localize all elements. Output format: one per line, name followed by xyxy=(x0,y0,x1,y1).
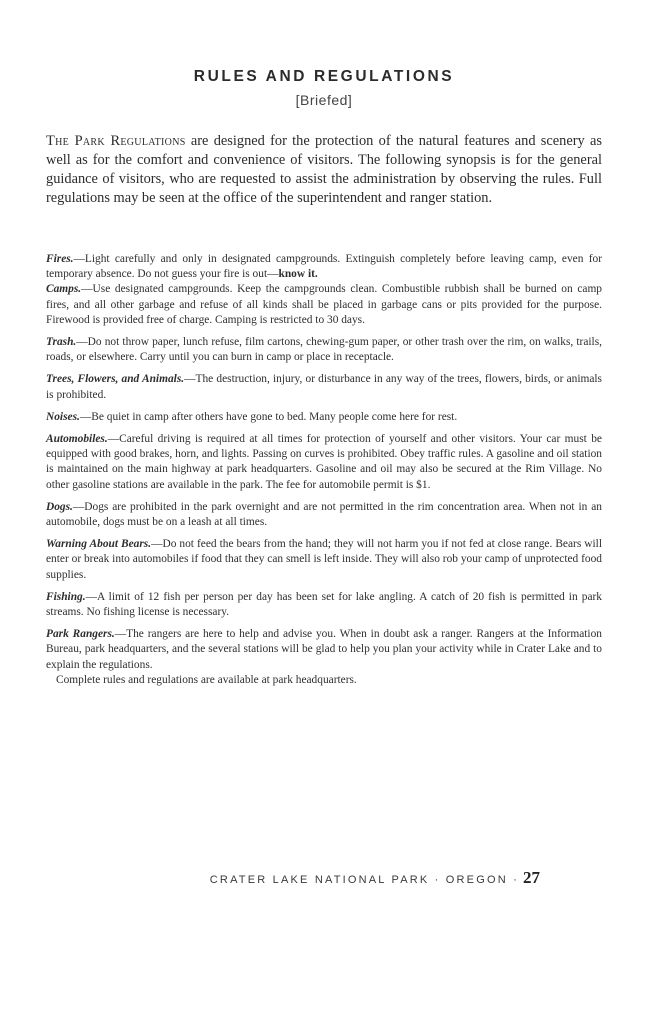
rule-heading: Park Rangers. xyxy=(46,628,115,641)
rule-noises xyxy=(46,410,602,425)
rules-list xyxy=(46,252,602,688)
rule-text: —Use designated campgrounds. Keep the campgrounds clean. Combustible rubbish shall be burned on camp fires, and all other garbage and refuse of all kinds shall be placed in garbage cans or pits provided for the purpose. Firewood is provided free of charge. Camping is restricted to 30 days. xyxy=(46,283,602,326)
closing-note: Complete rules and regulations are available at park headquarters. xyxy=(56,673,357,686)
rule-park-rangers xyxy=(46,627,602,673)
page-subtitle: [Briefed] xyxy=(295,92,353,108)
rule-text: —Dogs are prohibited in the park overnight and are not permitted in the rim concentration area. When not in an automobile, dogs must be on a leash at all times. xyxy=(46,500,602,529)
rule-heading: Dogs. xyxy=(46,500,73,513)
rule-trees-flowers-animals xyxy=(46,372,602,402)
rule-text: —Do not throw paper, lunch refuse, film cartons, chewing-gum paper, or other trash over the rim, on walks, trails, roads, or elsewhere. Carry until you can burn in camp or place in receptacle. xyxy=(46,336,602,364)
rule-trash xyxy=(46,335,602,365)
rule-automobiles xyxy=(46,432,602,493)
rule-dogs xyxy=(46,500,602,530)
rule-bears xyxy=(46,537,602,583)
rule-heading: Trash. xyxy=(46,336,77,349)
rule-text: —Careful driving is required at all times for protection of yourself and other visitors. Your car must be equipped with good brakes, horn, and lights. Passing on curves is prohibited. Obey traffic rules. A gasoline and oil station is maintained on the main highway at park headquarters. Gasoline and oil may also be secured at the Rim Village. No other gasoline stations are available in the park. The fee for automobile permit is $1. xyxy=(46,433,602,491)
intro-lead: The Park Regulations xyxy=(46,133,186,149)
rule-emphasis: know it. xyxy=(278,268,318,281)
rule-heading: Camps. xyxy=(46,283,82,296)
rule-text: —The destruction, injury, or disturbance in any way of the trees, flowers, birds, or animals is prohibited. xyxy=(46,373,602,401)
rule-heading: Trees, Flowers, and Animals. xyxy=(46,373,185,386)
rule-heading: Noises. xyxy=(46,410,80,423)
rule-text: —The rangers are here to help and advise you. When in doubt ask a ranger. Rangers at the Information Bureau, park headquarters, and the several stations will be glad to help you plan your activity while in Crater Lake and to explain the regulations. xyxy=(46,628,602,671)
intro-paragraph xyxy=(46,132,602,208)
rule-fishing xyxy=(46,590,602,620)
page-footer xyxy=(210,868,540,888)
rule-text: —Light carefully and only in designated campgrounds. Extinguish completely before leaving camp, even for temporary absence. Do not guess your fire is out— xyxy=(46,253,602,281)
footer-running-title: CRATER LAKE NATIONAL PARK · OREGON · xyxy=(209,874,519,886)
page-title: RULES AND REGULATIONS xyxy=(193,68,455,85)
rule-camps xyxy=(46,282,602,328)
rule-heading: Warning About Bears. xyxy=(46,538,152,551)
rule-heading: Fires. xyxy=(46,253,74,265)
rule-text: —Be quiet in camp after others have gone to bed. Many people come here for rest. xyxy=(79,410,458,423)
page-number: 27 xyxy=(523,868,540,887)
rule-heading: Automobiles. xyxy=(46,433,108,446)
rule-text: —A limit of 12 fish per person per day has been set for lake angling. A catch of 20 fish is permitted in park streams. No fishing license is necessary. xyxy=(46,590,602,619)
intro-text: are designed for the protection of the natural features and scenery as well as for the comfort and convenience of visitors. The following synopsis is for the general guidance of visitors, who are requested to assist the administration by observing the rules. Full regulations may be seen at the office of the superintendent and ranger station. xyxy=(46,133,602,206)
rule-text: —Do not feed the bears from the hand; they will not harm you if not fed at close range. Bears will enter or break into automobiles if food that they can smell is left inside. They will also rob your camp of unprotected food supplies. xyxy=(46,538,602,581)
rule-fires xyxy=(46,252,602,282)
rule-heading: Fishing. xyxy=(46,590,86,603)
